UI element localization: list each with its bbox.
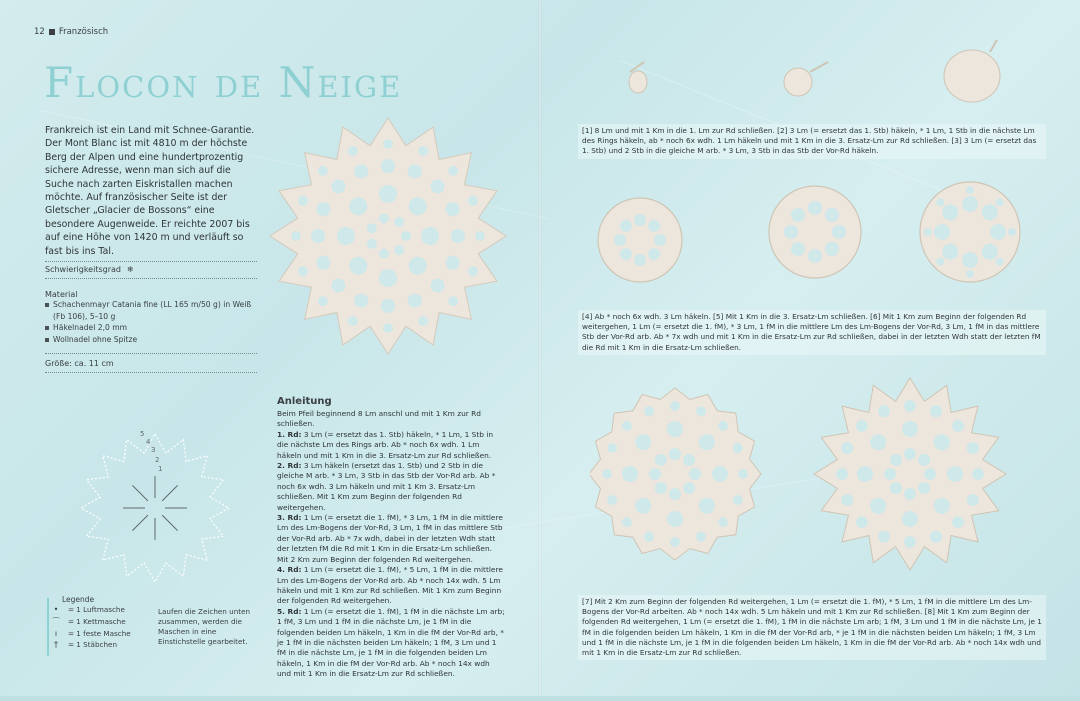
step-photos-row-3 [590,374,1050,579]
doily-hole [316,202,330,216]
legend-note: Laufen die Zeichen unten zusammen, werden die Maschen in eine Einstichstelle gearbeitet. [158,607,251,646]
doily-hole [669,448,681,460]
doily-hole [884,468,896,480]
doily-photo [268,112,508,360]
step-2-photo [784,68,812,96]
round-label: 4. Rd: [277,565,302,575]
legend-label: = 1 feste Masche [68,628,131,638]
round-1 [277,430,505,461]
snowflake-icon: ❄ [126,265,134,274]
doily-hole [383,139,393,149]
doily-hole [614,234,626,246]
material-item: Häkelnadel 2,0 mm [45,322,260,334]
doily-hole [644,532,654,542]
doily-hole [904,488,916,500]
doily-hole [654,234,666,246]
doily-hole [620,220,632,232]
legend-item [48,616,131,628]
doily-hole [738,469,748,479]
doily-hole [431,279,445,293]
doily-hole [418,316,428,326]
doily-hole [791,242,805,256]
doily-hole [635,498,651,514]
doily-hole [622,421,632,431]
doily-hole [349,257,367,275]
doily-hole [934,434,950,450]
doily-hole [856,516,868,528]
step-text-1: [1] 8 Lm und mit 1 Km in die 1. Lm zur Rd schließen. [2] 3 Lm (= ersetzt das 1. Stb) häkeln, * 1 Lm, 1 Stb in die nächste Lm des Rings häkeln, ab * noch 6x wdh. 1 Lm häkeln und mit 1 Km in die 3. Ersatz-Lm zur Rd schließen. [3] 3 Lm (= ersetzt das 1. Stb) und 2 Stb in die gleiche M arb. * 3 Lm, 3 Stb in das Stb der Vor-Rd häkeln. [578,124,1046,159]
doily-hole [602,469,612,479]
doily-hole [878,531,890,543]
doily-hole [401,231,411,241]
doily-hole [648,248,660,260]
section-label: Französisch [58,27,109,37]
doily-hole [904,536,916,548]
doily-hole [966,186,974,194]
doily-hole [982,204,998,220]
doily-hole [648,220,660,232]
doily-hole [431,180,445,194]
doily-hole [934,498,950,514]
material-heading: Material [45,290,78,299]
doily-hole [667,421,683,437]
doily-hole [689,468,701,480]
difficulty-label: Schwierigkeitsgrad [45,265,121,274]
chart-stitch-line [132,485,148,501]
doily-hole [332,180,346,194]
round-text: 3 Lm häkeln (ersetzt das 1. Stb) und 2 Stb in die gleiche M arb. * 3 Lm, 3 Stb in das Stb der Vor-Rd arb. Ab * noch 6x wdh. 3 Lm häkeln und mit 1 Km 3. Ersatz-Lm schließen. Mit 1 Km zum Beginn der folgenden Rd weitergehen. [277,461,496,512]
doily-hole [316,256,330,270]
doily-hole [383,323,393,333]
doily-hole [635,434,651,450]
doily-hole [878,405,890,417]
round-3 [277,513,505,565]
doily-hole [924,468,936,480]
doily-hole [607,443,617,453]
doily-hole [952,420,964,432]
step-text-3: [7] Mit 2 Km zum Beginn der folgenden Rd weitergehen, 1 Lm (= ersetzt die 1. fM), * 5 Lm, 1 fM in die mittlere Lm des Lm-Bogens der Vor-Rd arbeiten. Ab * noch 14x wdh. 5 Lm häkeln und mit 1 Km zur Rd schließen. [8] Mit 1 Km zum Beginn der folgenden Rd weitergehen, 1 Lm (= ersetzt die 1. fM), 1 fM in die nächste Lm arb; 1 fM, 3 Lm und 1 fM in die nächste Lm, je 1 fM in die folgenden beiden Lm häkeln, 1 Km in die fM der Vor-Rd arb, * je 1 fM in die nächsten beiden Lm häkeln; 1 fM, 3 Lm und 1 fM in die nächste Lm, je 1 fM in die folgenden beiden Lm häkeln, 1 Km in die fM der Vor-Rd arb. Ab * noch 14x wdh und mit 1 Km in die Ersatz-Lm zur Rd schließen. [578,595,1046,660]
doily-hole [902,421,918,437]
doily-hole [379,214,389,224]
doily-hole [291,231,301,241]
doily-hole [962,252,978,268]
doily-hole [622,517,632,527]
doily-hole [394,217,404,227]
doily-hole [379,249,389,259]
chart-round-label: 5 [140,430,145,438]
material-list [45,299,260,345]
doily-hole [468,196,478,206]
doily-hole [354,164,368,178]
doily-hole [972,468,984,480]
doily-hole [620,248,632,260]
legend-label: = 1 Luftmasche [68,605,125,614]
step-3-photo [944,50,1000,102]
intro-text: Frankreich ist ein Land mit Schnee-Garantie. Der Mont Blanc ist mit 4810 m der höchste Berg der Alpen und eine hundertprozentig sichere Adresse, wenn man sich auf die Suche nach zarten Eiskristallen machen möchte. Auf französischer Seite ist der Gletscher „Glacier de Bossons“ eine besondere Augenweide. Er reichte 2007 bis auf eine Höhe von 1420 m und verläuft so fast bis ins Tal. [45,125,255,257]
doily-hole [857,466,873,482]
double-crochet-icon: † [54,640,58,650]
doily-hole [446,256,460,270]
size-info: Größe: ca. 11 cm [45,359,114,368]
doily-hole [825,242,839,256]
doily-hole [354,294,368,308]
step-text-2: [4] Ab * noch 6x wdh. 3 Lm häkeln. [5] Mit 1 Km in die 3. Ersatz-Lm schließen. [6] Mit 1 Km zum Beginn der folgenden Rd weitergehen, 1 Lm (= ersetzt die 1. fM), * 3 Lm, 1 fM in die mittlere Lm des Lm-Bogens der Vor-Rd, 3 Lm, 1 fM in das mittlere Stb der Vor-Rd arb. Ab * 7x wdh und mit 1 Km in die Ersatz-Lm zur Rd schließen, dabei in der letzten Wdh statt der letzten fM die Rd mit 1 Km in die Ersatz-Lm schließen. [578,310,1046,355]
doily-hole [683,454,695,466]
doily-hole [408,164,422,178]
doily-hole [670,537,680,547]
round-text: 3 Lm (= ersetzt das 1. Stb) häkeln, * 1 Lm, 1 Stb in die nächste Lm des Rings arb. Ab * noch 6x wdh. 1 Lm häkeln und mit 1 Km in die 3. Ersatz-Lm zur Rd schließen. [277,429,494,460]
doily-outline [270,118,506,354]
doily-hole [448,296,458,306]
material-item: Wollnadel ohne Spitze [45,334,260,346]
step-5-photo [769,186,861,278]
doily-hole [942,204,958,220]
doily-hole [856,420,868,432]
doily-hole [634,254,646,266]
doily-hole [825,208,839,222]
chart-stitch-line [162,485,178,501]
round-label: 3. Rd: [277,513,302,523]
doily-hole [349,197,367,215]
doily-hole [718,421,728,431]
step-photos-row-2 [590,170,1040,290]
header-square-icon [49,29,55,35]
doily-hole [718,517,728,527]
doily-hole [634,214,646,226]
doily-hole [918,454,930,466]
doily-hole [996,198,1004,206]
chart-round-label: 1 [158,465,163,473]
doily-hole [967,494,979,506]
doily-hole [670,401,680,411]
doily-hole [962,196,978,212]
step-1-photo [629,71,647,93]
round-label: 1. Rd: [277,429,302,439]
divider [45,278,257,279]
doily-hole [683,482,695,494]
round-4 [277,565,505,607]
doily-hole [902,511,918,527]
doily-hole [667,511,683,527]
doily-hole [808,249,822,263]
doily-hole [934,224,950,240]
doily-hole [930,531,942,543]
doily-hole [924,228,932,236]
doily-hole [448,166,458,176]
legend-item [48,628,131,640]
doily-hole [1008,228,1016,236]
step-photos-row-1 [600,40,1040,120]
instructions-intro: Beim Pfeil beginnend 8 Lm anschl und mit 1 Km zur Rd schließen. [277,409,481,429]
doily-hole [936,198,944,206]
doily-outline [590,388,761,560]
doily-hole [311,229,325,243]
chart-round-label: 4 [146,438,151,446]
doily-hole [332,279,346,293]
round-label: 2. Rd: [277,461,302,471]
doily-hole [655,482,667,494]
doily-hole [655,454,667,466]
chart-stitch-line [162,515,178,531]
doily-hole [996,258,1004,266]
doily-hole [607,495,617,505]
doily-hole [982,244,998,260]
page-header [34,27,108,37]
bottom-bar [0,696,1080,701]
round-text: 1 Lm (= ersetzt die 1. fM), 1 fM in die nächste Lm arb; 1 fM, 3 Lm und 1 fM in die nächste Lm, je 1 fM in die folgenden beiden Lm häkeln, 1 Km in die fM der Vor-Rd arb, * je 1 fM in die nächsten beiden Lm häkeln; 1 fM, 3 Lm und 1 fM in die nächste Lm, je 1 fM in die folgenden beiden Lm häkeln, 1 Km in die fM der Vor-Rd arb. Ab * noch 14x wdh und mit 1 Km in die Ersatz-Lm zur Rd schließen. [277,606,505,679]
doily-hole [446,202,460,216]
doily-hole [475,231,485,241]
doily-hole [418,146,428,156]
doily-hole [318,296,328,306]
doily-hole [791,208,805,222]
round-text: 1 Lm (= ersetzt die 1. fM), * 3 Lm, 1 fM in die mittlere Lm des Lm-Bogens der Vor-Rd, 3 Lm, 1 fM in das mittlere Stb der Vor-Rd arb. Ab * 7x wdh, dabei in der letzten Wdh statt der letzten fM die Rd mit 1 Km in die Ersatz-Lm schließen. Mit 2 Km zum Beginn der folgenden Rd weitergehen. [277,513,503,564]
doily-hole [381,299,395,313]
doily-hole [832,225,846,239]
round-text: 1 Lm (= ersetzt die 1. fM), * 5 Lm, 1 fM in die mittlere Lm des Lm-Bogens der Vor-Rd arb. Ab * noch 14x wdh. 5 Lm häkeln und mit 1 Km zur Rd schließen. Mit 1 Km zum Beginn der folgenden Rd weitergehen. [277,565,503,606]
doily-hole [733,443,743,453]
legend [48,604,131,651]
doily-hole [904,448,916,460]
doily-hole [337,227,355,245]
chart-round-label: 3 [151,446,156,454]
legend-heading: Legende [62,595,95,604]
doily-hole [696,406,706,416]
material-item: Schachenmayr Catania fine (LL 165 m/50 g) in Weiß (Fb 106), 5–10 g [45,299,260,322]
doily-hole [367,223,377,233]
instructions [277,409,505,680]
doily-hole [669,488,681,500]
doily-hole [298,266,308,276]
legend-item [48,639,131,651]
round-2 [277,461,505,513]
legend-item [48,604,131,616]
single-crochet-icon: ı [54,628,58,638]
slip-stitch-icon: ⌒ [52,616,60,626]
page-number: 12 [34,27,45,37]
doily-hole [381,159,395,173]
doily-hole [622,466,638,482]
legend-label: = 1 Kettmasche [68,616,126,626]
crochet-chart [72,424,238,584]
doily-hole [379,269,397,287]
page-gutter [538,0,542,701]
doily-hole [966,270,974,278]
doily-hole [699,498,715,514]
doily-hole [836,468,848,480]
doily-hole [712,466,728,482]
chart-stitch-line [132,515,148,531]
doily-hole [644,406,654,416]
doily-hole [318,166,328,176]
doily-hole [952,516,964,528]
instructions-heading: Anleitung [277,396,332,407]
doily-hole [942,244,958,260]
doily-hole [649,468,661,480]
doily-hole [870,434,886,450]
doily-hole [967,442,979,454]
legend-label: = 1 Stäbchen [68,640,117,650]
doily-hole [841,494,853,506]
doily-hole [733,495,743,505]
step-4-photo [598,198,682,282]
doily-hole [298,196,308,206]
doily-hole [890,482,902,494]
doily-hole [890,454,902,466]
doily-hole [468,266,478,276]
doily-hole [930,405,942,417]
doily-hole [699,434,715,450]
round-label: 5. Rd: [277,606,302,616]
doily-hole [784,225,798,239]
doily-hole [808,201,822,215]
divider [45,353,257,354]
doily-hole [696,532,706,542]
doily-hole [394,245,404,255]
doily-hole [841,442,853,454]
doily-hole [367,239,377,249]
page-title: Flocon de Neige [44,58,403,107]
doily-hole [409,197,427,215]
doily-hole [451,229,465,243]
doily-hole [936,258,944,266]
doily-hole [904,400,916,412]
doily-hole [918,482,930,494]
divider [45,261,257,262]
difficulty [45,265,134,274]
doily-hole [379,185,397,203]
doily-hole [348,146,358,156]
doily-hole [409,257,427,275]
divider [45,372,257,373]
round-5 [277,607,505,680]
doily-hole [408,294,422,308]
doily-hole [348,316,358,326]
chain-stitch-icon: • [53,605,59,614]
doily-hole [947,466,963,482]
doily-hole [870,498,886,514]
doily-hole [421,227,439,245]
chart-round-label: 2 [155,456,160,464]
doily-hole [990,224,1006,240]
